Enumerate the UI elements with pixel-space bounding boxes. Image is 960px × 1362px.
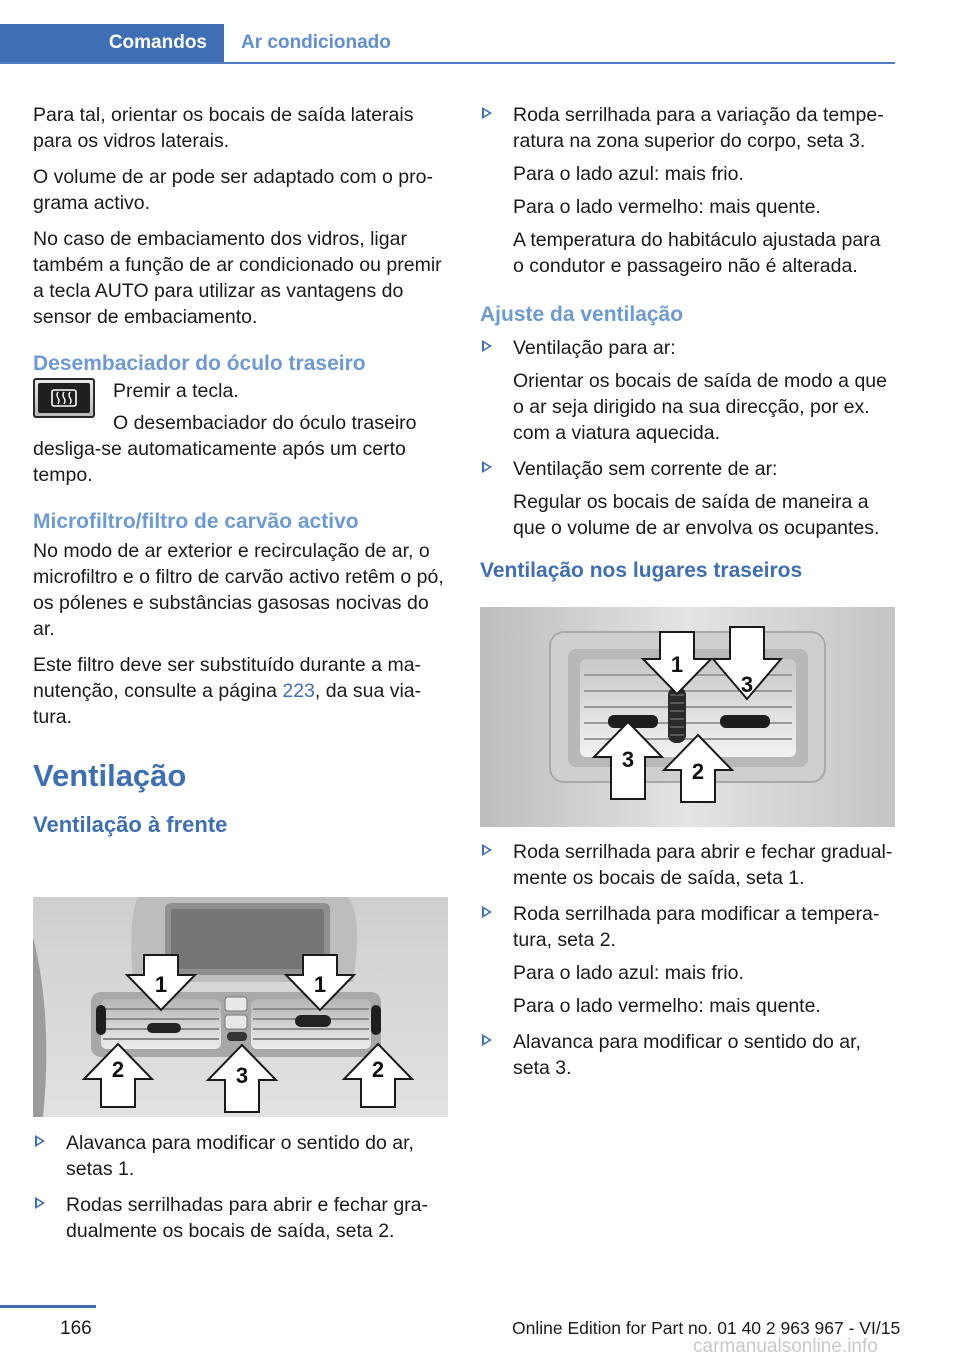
edition-note: Online Edition for Part no. 01 40 2 963 967 - VI/15 [512,1318,901,1338]
page-number: 166 [60,1318,92,1339]
bullet-triangle-icon [482,906,492,918]
list-item: Roda serrilhada para abrir e fechar gradualmente os bocais de saída, seta 1. [480,839,895,891]
bullet-triangle-icon [482,340,492,352]
left-column [33,102,448,838]
defrost-block [33,378,448,488]
paragraph: O volume de ar pode ser adaptado com o programa activo. [33,166,433,214]
heading-adjust-ventilation: Ajuste da ventilação [480,303,684,326]
right-column [480,102,895,583]
page-header [0,24,895,64]
svg-text:1: 1 [670,652,684,677]
bullet-triangle-icon [482,844,492,856]
svg-text:3: 3 [235,1063,249,1088]
rear-bullets [480,839,895,1091]
page-link[interactable]: 223 [282,680,315,702]
bullet-triangle-icon [35,1135,45,1147]
paragraph: O desembaciador do óculo traseiro desliga-se automaticamente após um certo tempo. [33,412,417,486]
footer-rule [0,1305,96,1308]
list-item: Roda serrilhada para modificar a temperatura, seta 2. Para o lado azul: mais frio. Para o lado vermelho: mais quente. [480,901,895,1019]
heading-filter: Microfiltro/filtro de carvão activo [33,510,359,533]
rear-defrost-button-icon [33,378,95,418]
svg-text:1: 1 [154,972,168,997]
svg-text:2: 2 [691,759,705,784]
bullet-triangle-icon [35,1197,45,1209]
front-bullets [33,1130,448,1254]
bullet-triangle-icon [482,107,492,119]
paragraph: Este filtro deve ser substituído durante a manutenção, consulte a página 223, da sua viatura. [33,654,422,728]
paragraph: No caso de embaciamento dos vidros, ligar também a função de ar condicionado ou premir a tecla AUTO para utilizar as vantagens do sensor de embaciamento. [33,228,442,328]
list-item: Roda serrilhada para a variação da temperatura na zona superior do corpo, seta 3. Para o lado azul: mais frio. Para o lado vermelho: mais quente. A temperatura do habitáculo ajustada para o condutor e passageiro não é alterada. [480,102,895,279]
list-item: Alavanca para modificar o sentido do ar, seta 3. [480,1029,895,1081]
heading-front-ventilation: Ventilação à frente [33,812,228,837]
heading-defrost: Desembaciador do óculo traseiro [33,352,366,375]
svg-text:3: 3 [621,747,635,772]
list-item: Ventilação para ar: Orientar os bocais de saída de modo a que o ar seja dirigido na sua direcção, por ex. com a viatura aquecida. [480,335,895,446]
bullet-triangle-icon [482,461,492,473]
tab-comandos[interactable]: Comandos [0,24,224,62]
heading-rear-ventilation: Ventilação nos lugares traseiros [480,559,803,582]
svg-text:3: 3 [740,672,754,697]
svg-text:2: 2 [111,1057,125,1082]
svg-text:2: 2 [371,1057,385,1082]
paragraph: No modo de ar exterior e recirculação de ar, o microfiltro e o filtro de carvão activo retêm o pó, os pólenes e substâncias gasosas nocivas do ar. [33,540,444,640]
tab-ar-condicionado[interactable]: Ar condicionado [241,32,391,53]
list-item: Rodas serrilhadas para abrir e fechar gradualmente os bocais de saída, seta 2. [33,1192,448,1244]
list-item: Alavanca para modificar o sentido do ar, setas 1. [33,1130,448,1182]
paragraph: Para tal, orientar os bocais de saída laterais para os vidros laterais. [33,104,414,152]
list-item: Ventilação sem corrente de ar: Regular os bocais de saída de maneira a que o volume de ar envolva os ocupantes. [480,456,895,541]
heading-ventilation: Ventilação [33,758,187,793]
bullet-triangle-icon [482,1034,492,1046]
watermark: carmanualsonline.info [693,1336,878,1357]
front-ventilation-figure [33,897,448,1117]
svg-text:1: 1 [313,972,327,997]
paragraph: Premir a tecla. [113,380,239,402]
rear-ventilation-figure [480,607,895,827]
